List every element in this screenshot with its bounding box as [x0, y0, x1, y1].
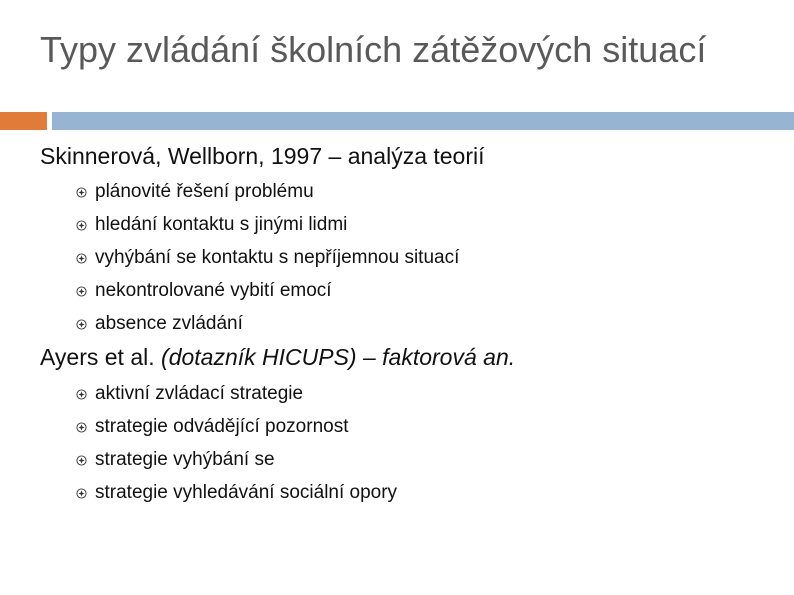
- list-item-text: strategie vyhýbání se: [95, 449, 275, 470]
- list-item-text: vyhýbání se kontaktu s nepříjemnou situací: [95, 247, 460, 268]
- list-item-text: nekontrolované vybití emocí: [95, 280, 332, 301]
- list-item-text: strategie vyhledávání sociální opory: [95, 482, 398, 503]
- title-divider-bar: [52, 112, 794, 130]
- list-item-text: plánovité řešení problému: [95, 181, 314, 202]
- title-accent-bar: [0, 112, 47, 130]
- circled-star-bullet-icon: [76, 187, 87, 198]
- section-heading-1-authors: Skinnerová, Wellborn,: [40, 143, 265, 169]
- section-heading-2-detail: (dotazník HICUPS) – faktorová an.: [154, 344, 516, 370]
- circled-star-bullet-icon: [76, 389, 87, 400]
- section-heading-2-authors: Ayers et al.: [40, 344, 155, 370]
- circled-star-bullet-icon: [76, 220, 87, 231]
- circled-star-bullet-icon: [76, 319, 87, 330]
- circled-star-bullet-icon: [76, 488, 87, 499]
- circled-star-bullet-icon: [76, 286, 87, 297]
- list-item-text: absence zvládání: [95, 313, 243, 334]
- list-item-text: strategie odvádějící pozornost: [95, 416, 349, 437]
- circled-star-bullet-icon: [76, 253, 87, 264]
- slide-title: Typy zvládání školních zátěžových situací: [40, 29, 707, 70]
- list-item-text: aktivní zvládací strategie: [95, 383, 304, 404]
- circled-star-bullet-icon: [76, 455, 87, 466]
- section-heading-1-detail: 1997 – analýza teorií: [264, 143, 485, 169]
- section-heading-2: [40, 343, 515, 371]
- section-heading-1: [40, 142, 485, 170]
- circled-star-bullet-icon: [76, 422, 87, 433]
- list-item-text: hledání kontaktu s jinými lidmi: [95, 214, 348, 235]
